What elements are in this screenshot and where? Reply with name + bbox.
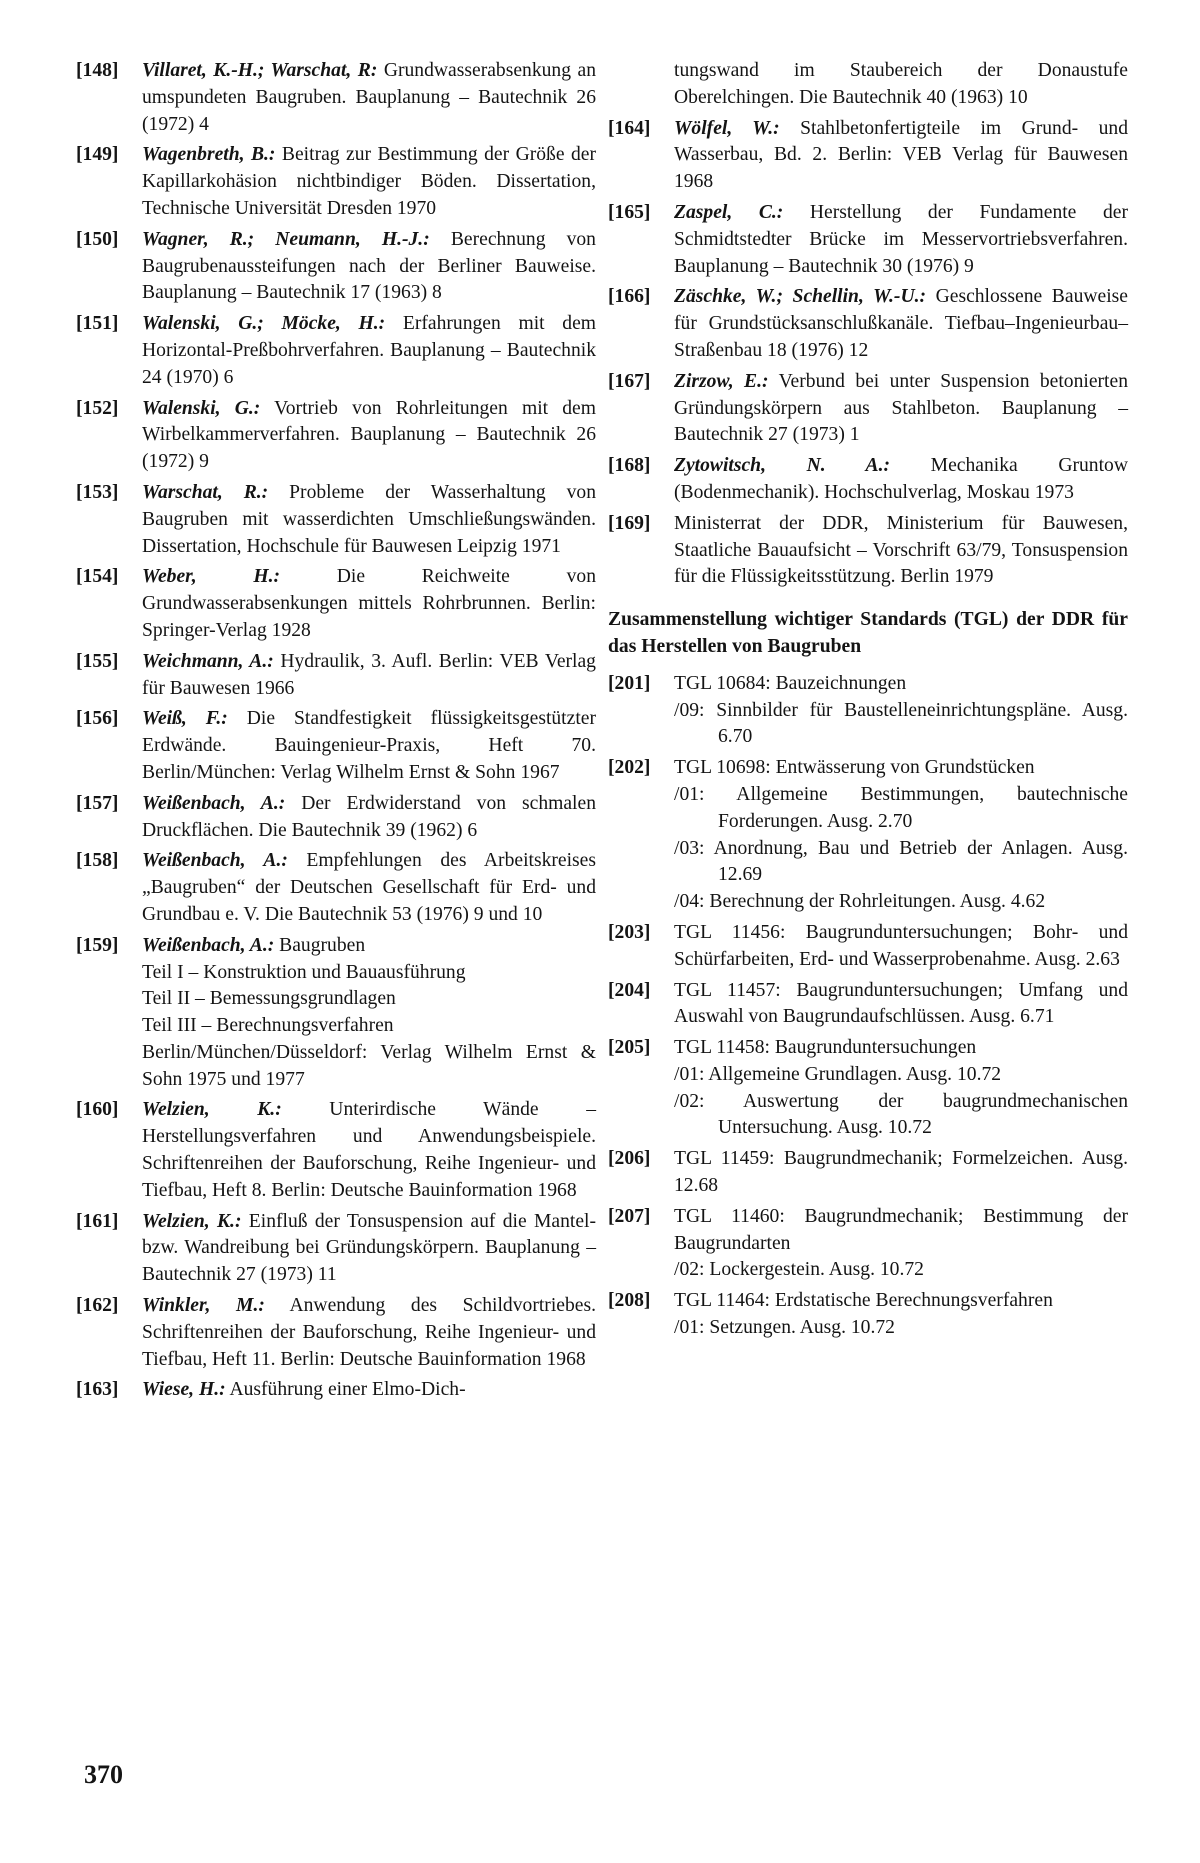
reference-entry — [76, 649, 596, 703]
standard-number: [207] — [608, 1205, 651, 1227]
reference-entry — [76, 1377, 596, 1404]
standard-number: [201] — [608, 672, 651, 694]
reference-number: [152] — [76, 397, 119, 419]
reference-number: [154] — [76, 566, 119, 588]
reference-number: [151] — [76, 313, 119, 335]
reference-text: Zaspel, C.: Herstellung der Fundamente der Schmidtstedter Brücke im Messervortriebsverfahren. Bauplanung – Bautechnik 30 (1976) 9 — [674, 201, 1128, 277]
reference-number: [157] — [76, 792, 119, 814]
reference-number: [167] — [608, 370, 651, 392]
reference-text: Warschat, R.: Probleme der Wasserhaltung von Baugruben mit wasserdichten Umschließungswänden. Dissertation, Hochschule für Bauwesen Leipzig 1971 — [142, 481, 597, 557]
reference-author: Welzien, K.: — [142, 1099, 282, 1121]
reference-entry — [76, 1209, 596, 1289]
reference-entry — [76, 396, 596, 476]
standard-subpart: /03: Anordnung, Bau und Betrieb der Anlagen. Ausg. 12.69 — [674, 837, 1128, 886]
standard-entry — [608, 1035, 1128, 1142]
reference-text: Wagenbreth, B.: Beitrag zur Bestimmung der Größe der Kapillarkohäsion nichtbindiger Böden. Dissertation, Technische Universität Dresden 1970 — [142, 144, 597, 219]
reference-entry — [76, 706, 596, 786]
reference-entry — [76, 480, 596, 560]
standard-subpart: /01: Setzungen. Ausg. 10.72 — [674, 1317, 895, 1339]
reference-author: Warschat, R.: — [142, 481, 269, 503]
standard-title: TGL 10684: Bauzeichnungen — [674, 672, 907, 694]
reference-entry — [608, 511, 1128, 591]
reference-entry — [76, 791, 596, 845]
reference-text: Wagner, R.; Neumann, H.-J.: Berechnung von Baugrubenaussteifungen nach der Berliner Bauweise. Bauplanung – Bautechnik 17 (1963) 8 — [142, 228, 596, 304]
reference-author: Villaret, K.-H.; Warschat, R: — [142, 60, 378, 81]
reference-number: [163] — [76, 1379, 119, 1401]
reference-text: Ministerrat der DDR, Ministerium für Bauwesen, Staatliche Bauaufsicht – Vorschrift 63/79, Tonsuspension für die Flüssigkeitsstützung. Berlin 1979 — [674, 512, 1128, 588]
standard-subpart: /09: Sinnbilder für Baustelleneinrichtungspläne. Ausg. 6.70 — [674, 699, 1128, 748]
reference-author: Walenski, G.; Möcke, H.: — [142, 313, 386, 335]
reference-entry — [608, 453, 1128, 507]
reference-text: Villaret, K.-H.; Warschat, R: Grundwasserabsenkung an umspundeten Baugruben. Bauplanung – Bautechnik 26 (1972) 4 — [142, 60, 596, 135]
reference-number: [155] — [76, 650, 119, 672]
reference-text: Weichmann, A.: Hydraulik, 3. Aufl. Berlin: VEB Verlag für Bauwesen 1966 — [142, 650, 596, 699]
reference-author: Weichmann, A.: — [142, 650, 274, 672]
reference-entry — [608, 200, 1128, 280]
reference-number: [162] — [76, 1295, 119, 1317]
reference-entry — [608, 116, 1128, 196]
reference-number: [156] — [76, 708, 119, 730]
reference-author: Zytowitsch, N. A.: — [674, 455, 891, 477]
reference-entry — [608, 284, 1128, 364]
reference-entry — [76, 142, 596, 222]
page-number: 370 — [84, 1760, 123, 1789]
reference-author: Wölfel, W.: — [674, 117, 780, 139]
reference-entry — [76, 1097, 596, 1204]
reference-author: Zäschke, W.; Schellin, W.-U.: — [674, 286, 927, 308]
reference-text: Weißenbach, A.: Der Erdwiderstand von schmalen Druckflächen. Die Bautechnik 39 (1962) 6 — [142, 792, 596, 841]
standard-number: [203] — [608, 921, 651, 943]
reference-text: Winkler, M.: Anwendung des Schildvortriebes. Schriftenreihen der Bauforschung, Reihe Ingenieur- und Tiefbau, Heft 11. Berlin: Deutsche Bauinformation 1968 — [142, 1295, 596, 1370]
reference-publisher: Berlin/München/Düsseldorf: Verlag Wilhelm Ernst & Sohn 1975 und 1977 — [142, 1041, 596, 1090]
reference-author: Zaspel, C.: — [674, 201, 784, 223]
reference-author: Wiese, H.: — [142, 1379, 226, 1401]
reference-number: [148] — [76, 60, 119, 81]
reference-number: [169] — [608, 512, 651, 534]
right-column — [608, 58, 1128, 1346]
standard-title: TGL 11460: Baugrundmechanik; Bestimmung der Baugrundarten — [674, 1205, 1128, 1254]
reference-text: Zytowitsch, N. A.: Mechanika Gruntow (Bodenmechanik). Hochschulverlag, Moskau 1973 — [674, 455, 1128, 503]
standard-subpart: /04: Berechnung der Rohrleitungen. Ausg. 4.62 — [674, 891, 1046, 913]
reference-number: [164] — [608, 117, 651, 139]
standard-title: TGL 11458: Baugrunduntersuchungen — [674, 1037, 977, 1059]
reference-part: Teil II – Bemessungsgrundlagen — [142, 988, 396, 1010]
standard-subpart: /01: Allgemeine Bestimmungen, bautechnische Forderungen. Ausg. 2.70 — [674, 783, 1128, 832]
reference-text: Weißenbach, A.: Empfehlungen des Arbeitskreises „Baugruben“ der Deutschen Gesellschaft für Erd- und Grundbau e. V. Die Bautechnik 53 (1976) 9 und 10 — [142, 850, 596, 925]
reference-text: Weißenbach, A.: Baugruben Teil I – Konstruktion und Bauausführung Teil II – Bemessungsgrundlagen Teil III – Berechnungsverfahren Berlin/München/Düsseldorf: Verlag Wilhelm Ernst & Sohn 1975 und 1977 — [142, 933, 596, 1094]
reference-entry — [76, 311, 596, 391]
standard-title: TGL 11464: Erdstatische Berechnungsverfahren — [674, 1290, 1053, 1312]
reference-text: Wiese, H.: Ausführung einer Elmo-Dich- — [142, 1379, 466, 1401]
standard-entry — [608, 1146, 1128, 1200]
standard-entry — [608, 1204, 1128, 1284]
reference-author: Weißenbach, A.: — [142, 850, 288, 872]
reference-number: [158] — [76, 850, 119, 872]
reference-number: [161] — [76, 1210, 119, 1232]
reference-number: [160] — [76, 1099, 119, 1121]
reference-number: [159] — [76, 934, 119, 956]
reference-number: [165] — [608, 201, 651, 223]
standard-number: [202] — [608, 757, 651, 779]
reference-text: Weiß, F.: Die Standfestigkeit flüssigkeitsgestützter Erdwände. Bauingenieur-Praxis, Heft 70. Berlin/München: Verlag Wilhelm Ernst & Sohn 1967 — [142, 708, 596, 783]
reference-entry — [76, 933, 596, 1094]
reference-entry — [608, 369, 1128, 449]
reference-entry — [76, 1293, 596, 1373]
reference-text: Weber, H.: Die Reichweite von Grundwasserabsenkungen mittels Rohrbrunnen. Berlin: Springer-Verlag 1928 — [142, 566, 596, 641]
reference-part: Teil I – Konstruktion und Bauausführung — [142, 961, 466, 983]
standard-subpart: /01: Allgemeine Grundlagen. Ausg. 10.72 — [674, 1063, 1002, 1085]
reference-text: Zäschke, W.; Schellin, W.-U.: Geschlossene Bauweise für Grundstücksanschlußkanäle. Tiefbau–Ingenieurbau–Straßenbau 18 (1976) 12 — [674, 286, 1128, 361]
reference-number: [150] — [76, 228, 119, 250]
reference-number: [166] — [608, 286, 651, 308]
standard-entry — [608, 920, 1128, 974]
reference-author: Winkler, M.: — [142, 1295, 265, 1317]
reference-text: Walenski, G.: Vortrieb von Rohrleitungen mit dem Wirbelkammerverfahren. Bauplanung – Bautechnik 26 (1972) 9 — [142, 397, 596, 473]
standard-title: TGL 11459: Baugrundmechanik; Formelzeichen. Ausg. 12.68 — [674, 1148, 1128, 1197]
reference-continuation: tungswand im Staubereich der Donaustufe Oberelchingen. Die Bautechnik 40 (1963) 10 — [674, 60, 1128, 108]
reference-text: Welzien, K.: Einfluß der Tonsuspension auf die Mantel- bzw. Wandreibung bei Gründungskörpern. Bauplanung – Bautechnik 27 (1973) 11 — [142, 1210, 596, 1286]
standard-number: [204] — [608, 979, 651, 1001]
reference-author: Wagner, R.; Neumann, H.-J.: — [142, 228, 430, 250]
standard-number: [206] — [608, 1148, 651, 1170]
reference-author: Weißenbach, A.: — [142, 934, 275, 956]
standard-entry — [608, 978, 1128, 1032]
reference-text: Zirzow, E.: Verbund bei unter Suspension betonierten Gründungskörpern aus Stahlbeton. Bauplanung – Bautechnik 27 (1973) 1 — [674, 370, 1128, 446]
reference-text: Wölfel, W.: Stahlbetonfertigteile im Grund- und Wasserbau, Bd. 2. Berlin: VEB Verlag für Bauwesen 1968 — [674, 117, 1128, 193]
standard-number: [208] — [608, 1290, 651, 1312]
standard-number: [205] — [608, 1037, 651, 1059]
reference-author: Zirzow, E.: — [674, 370, 769, 392]
reference-author: Welzien, K.: — [142, 1210, 242, 1232]
standard-entry — [608, 755, 1128, 916]
reference-entry — [76, 848, 596, 928]
section-heading: Zusammenstellung wichtiger Standards (TGL) der DDR für das Herstellen von Baugruben — [608, 609, 1128, 657]
reference-text: Welzien, K.: Unterirdische Wände – Herstellungsverfahren und Anwendungsbeispiele. Schriftenreihen der Bauforschung, Reihe Ingenieur- und Tiefbau, Heft 8. Berlin: Deutsche Bauinformation 1968 — [142, 1099, 596, 1201]
reference-author: Weber, H.: — [142, 566, 280, 588]
standard-title: TGL 10698: Entwässerung von Grundstücken — [674, 757, 1035, 779]
standard-title: TGL 11457: Baugrunduntersuchungen; Umfang und Auswahl von Baugrundaufschlüssen. Ausg. 6.71 — [674, 979, 1128, 1028]
reference-entry — [76, 564, 596, 644]
reference-entry — [76, 227, 596, 307]
reference-author: Wagenbreth, B.: — [142, 144, 276, 166]
reference-number: [153] — [76, 481, 119, 503]
reference-part: Teil III – Berechnungsverfahren — [142, 1015, 394, 1037]
reference-text: Walenski, G.; Möcke, H.: Erfahrungen mit dem Horizontal-Preßbohrverfahren. Bauplanung – Bautechnik 24 (1970) 6 — [142, 313, 597, 388]
reference-author: Walenski, G.: — [142, 397, 261, 419]
standard-subpart: /02: Lockergestein. Ausg. 10.72 — [674, 1259, 924, 1281]
reference-author: Weiß, F.: — [142, 708, 228, 730]
reference-number: [149] — [76, 144, 119, 166]
standard-title: TGL 11456: Baugrunduntersuchungen; Bohr- und Schürfarbeiten, Erd- und Wasserprobenahme. Ausg. 2.63 — [674, 921, 1128, 970]
standard-entry — [608, 1288, 1128, 1342]
left-column — [76, 58, 596, 1408]
standard-entry — [608, 671, 1128, 751]
standard-subpart: /02: Auswertung der baugrundmechanischen Untersuchung. Ausg. 10.72 — [674, 1090, 1128, 1139]
reference-author: Weißenbach, A.: — [142, 792, 286, 814]
reference-number: [168] — [608, 455, 651, 477]
reference-entry — [76, 58, 596, 138]
